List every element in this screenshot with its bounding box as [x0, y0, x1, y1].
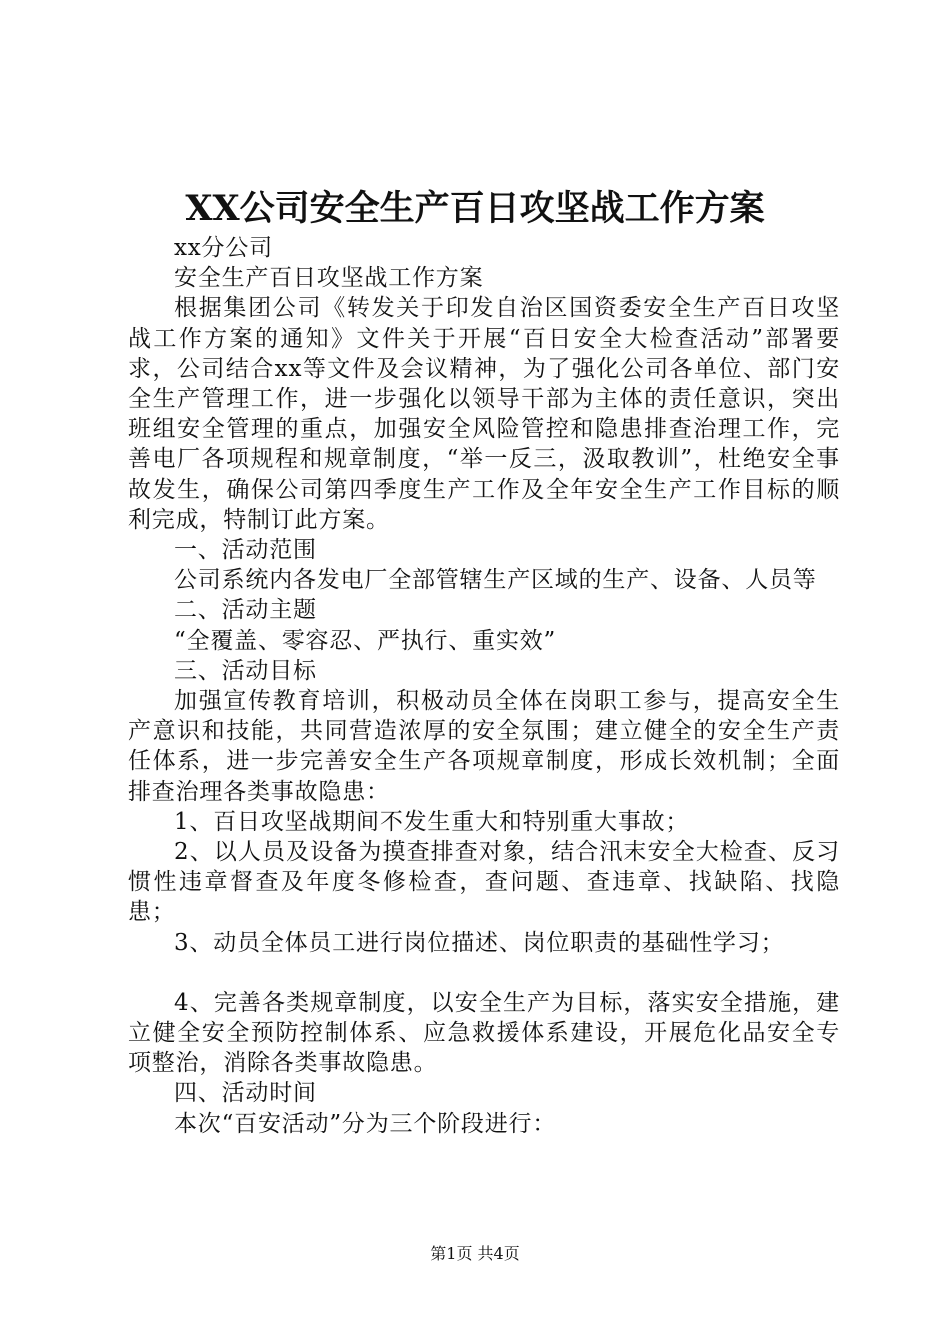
- paragraph-goals: 加强宣传教育培训，积极动员全体在岗职工参与，提高安全生产意识和技能，共同营造浓厚的安全氛围；建立健全的安全生产责任体系，进一步完善安全生产各项规章制度，形成长效机制；全面排查治理各类事故隐患：: [128, 688, 840, 805]
- paragraph-intro: 根据集团公司《转发关于印发自治区国资委安全生产百日攻坚战工作方案的通知》文件关于开展“百日安全大检查活动”部署要求，公司结合xx等文件及会议精神，为了强化公司各单位、部门安全生产管理工作，进一步强化以领导干部为主体的责任意识，突出班组安全管理的重点，加强安全风险管控和隐患排查治理工作，完善电厂各项规程和规章制度，“举一反三，汲取教训”，杜绝安全事故发生，确保公司第四季度生产工作及全年安全生产工作目标的顺利完成，特制订此方案。: [128, 295, 840, 533]
- goal-item-3: 3、动员全体员工进行岗位描述、岗位职责的基础性学习；: [174, 929, 785, 956]
- paragraph-time: 本次“百安活动”分为三个阶段进行：: [174, 1110, 557, 1137]
- goal-item-2: 2、以人员及设备为摸查排查对象，结合汛末安全大检查、反习惯性违章督查及年度冬修检查，查问题、查违章、找缺陷、找隐患；: [128, 839, 840, 926]
- goal-item-1: 1、百日攻坚战期间不发生重大和特别重大事故；: [174, 808, 690, 835]
- paragraph-scope: 公司系统内各发电厂全部管辖生产区域的生产、设备、人员等: [174, 567, 817, 594]
- paragraph-subtitle: 安全生产百日攻坚战工作方案: [174, 265, 484, 292]
- document-title: XX公司安全生产百日攻坚战工作方案: [185, 188, 765, 229]
- heading-scope: 一、活动范围: [174, 537, 317, 564]
- paragraph-theme: “全覆盖、零容忍、严执行、重实效”: [174, 627, 557, 654]
- paragraph-branch: xx分公司: [174, 235, 273, 261]
- heading-goals: 三、活动目标: [174, 657, 317, 684]
- goal-item-4: 4、完善各类规章制度，以安全生产为目标，落实安全措施，建立健全安全预防控制体系、应急救援体系建设，开展危化品安全专项整治，消除各类事故隐患。: [128, 989, 840, 1077]
- document-body: [128, 233, 840, 1139]
- page-footer: 第1页 共4页: [430, 1244, 520, 1263]
- heading-theme: 二、活动主题: [174, 597, 317, 624]
- heading-time: 四、活动时间: [174, 1080, 317, 1107]
